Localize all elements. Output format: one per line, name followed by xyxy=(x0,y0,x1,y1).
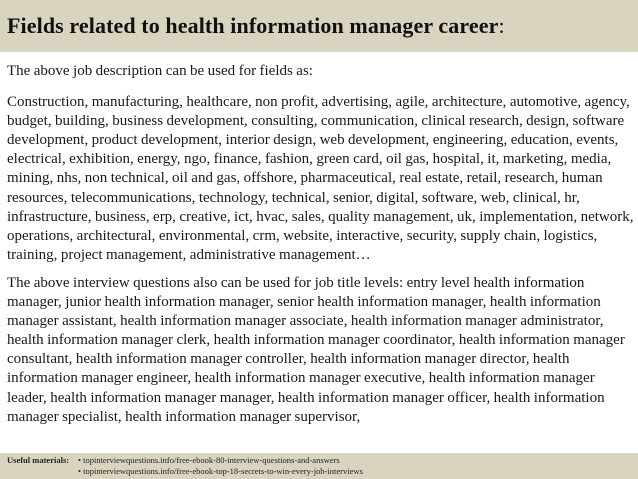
job-levels-paragraph: The above interview questions also can be used for job title levels: entry level health information manager, junior health information manager, senior health information manager, health information manager assistant, health information manager associate, health information manager administrator, health information manager clerk, health information manager coordinator, health information manager consultant, health information manager controller, health information manager director, health information manager engineer, health information manager executive, health information manager leader, health information manager manager, health information manager officer, health information manager specialist, health information manager supervisor, xyxy=(7,274,625,425)
footer-row-2 xyxy=(7,466,638,477)
slide-footer xyxy=(0,453,638,479)
fields-paragraph: Construction, manufacturing, healthcare, non profit, advertising, agile, architecture, automotive, agency, budget, building, business development, consulting, communication, clinical research, design, software development, product development, interior design, web development, engineering, education, events, electrical, exhibition, energy, ngo, finance, fashion, green card, oil gas, hospital, it, marketing, media, mining, nhs, non technical, oil and gas, offshore, pharmaceutical, real estate, retail, research, human resources, telecommunications, technology, technical, senior, digital, software, web, clinical, hr, infrastructure, business, erp, creative, ict, hvac, sales, quality management, uk, implementation, network, operations, architectural, environmental, crm, website, interactive, security, supply chain, logistics, training, project management, administrative management… xyxy=(7,94,634,263)
intro-paragraph: The above job description can be used for fields as: xyxy=(7,63,313,79)
footer-link-1[interactable]: • topinterviewquestions.info/free-ebook-80-interview-questions-and-answers xyxy=(78,455,340,465)
footer-link-2[interactable]: • topinterviewquestions.info/free-ebook-top-18-secrets-to-win-every-job-interviews xyxy=(78,466,363,476)
footer-row-1 xyxy=(7,455,638,466)
footer-label: Useful materials: xyxy=(7,455,70,465)
slide-title-colon: : xyxy=(498,13,505,38)
slide-title xyxy=(7,13,505,38)
slide-header xyxy=(0,0,638,52)
slide-title-text: Fields related to health information manager career xyxy=(7,13,499,38)
slide-body xyxy=(7,62,635,436)
footer-label-spacer xyxy=(7,466,78,477)
